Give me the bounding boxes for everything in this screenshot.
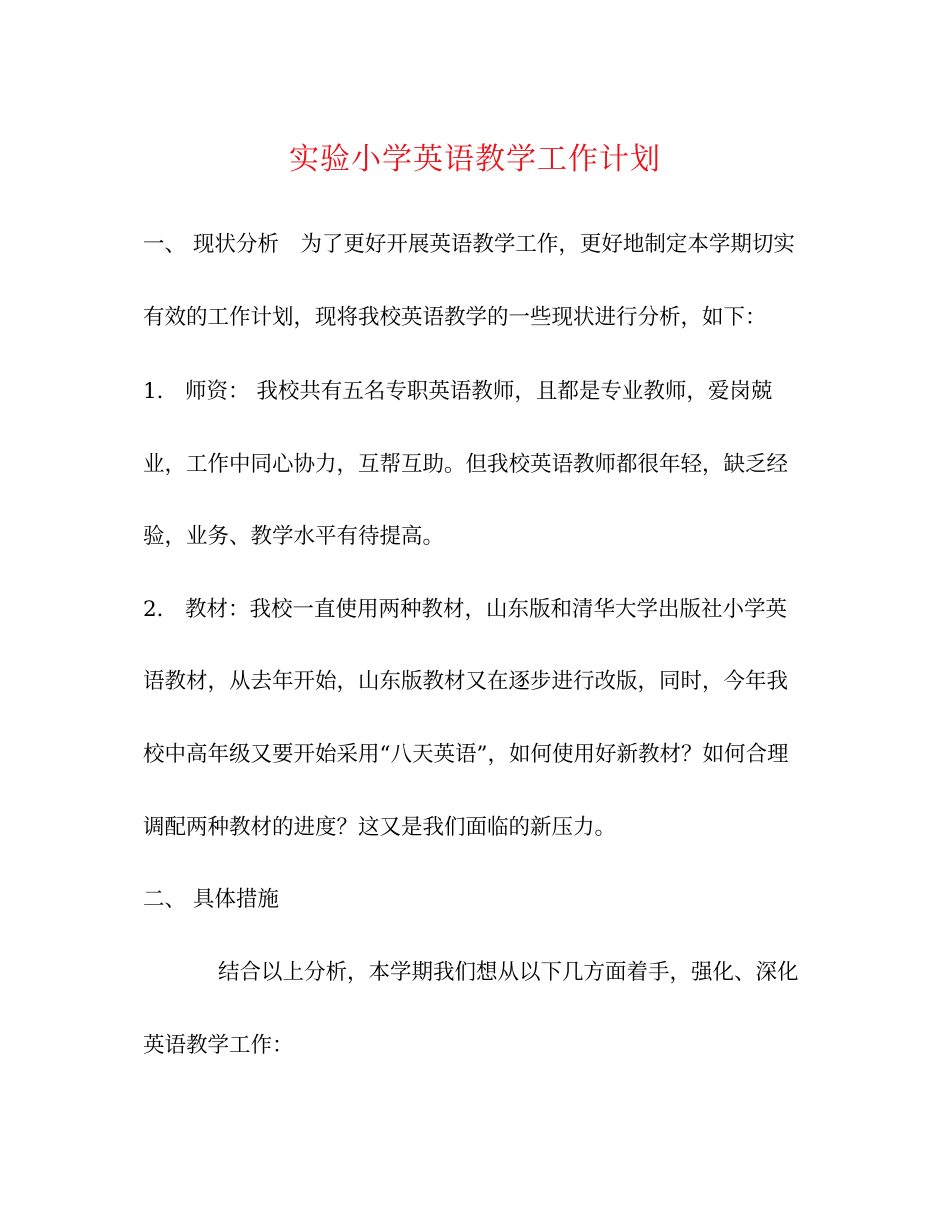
paragraph-line: 英语教学工作： — [143, 1033, 294, 1058]
section-2-heading: 二、 具体措施 — [143, 887, 279, 912]
paragraph-line: 有效的工作计划，现将我校英语教学的一些现状进行分析，如下： — [143, 305, 767, 330]
section-1-heading-line: 一、 现状分析 为了更好开展英语教学工作，更好地制定本学期切实 — [143, 232, 795, 257]
document-title: 实验小学英语教学工作计划 — [289, 142, 661, 177]
paragraph-line: 语教材，从去年开始，山东版教材又在逐步进行改版，同时，今年我 — [143, 669, 789, 694]
paragraph-line: 校中高年级又要开始采用“八天英语”，如何使用好新教材？如何合理 — [143, 742, 789, 767]
paragraph-line: 验，业务、教学水平有待提高。 — [143, 524, 445, 549]
teachers-item-line: 1． 师资： 我校共有五名专职英语教师，且都是专业教师，爱岗兢 — [143, 379, 773, 404]
paragraph-line: 结合以上分析，本学期我们想从以下几方面着手，强化、深化 — [218, 960, 799, 985]
textbook-item-line: 2． 教材：我校一直使用两种教材，山东版和清华大学出版社小学英 — [143, 597, 788, 622]
paragraph-line: 业，工作中同心协力，互帮互助。但我校英语教师都很年轻，缺乏经 — [143, 452, 789, 477]
paragraph-line: 调配两种教材的进度？这又是我们面临的新压力。 — [143, 815, 617, 840]
